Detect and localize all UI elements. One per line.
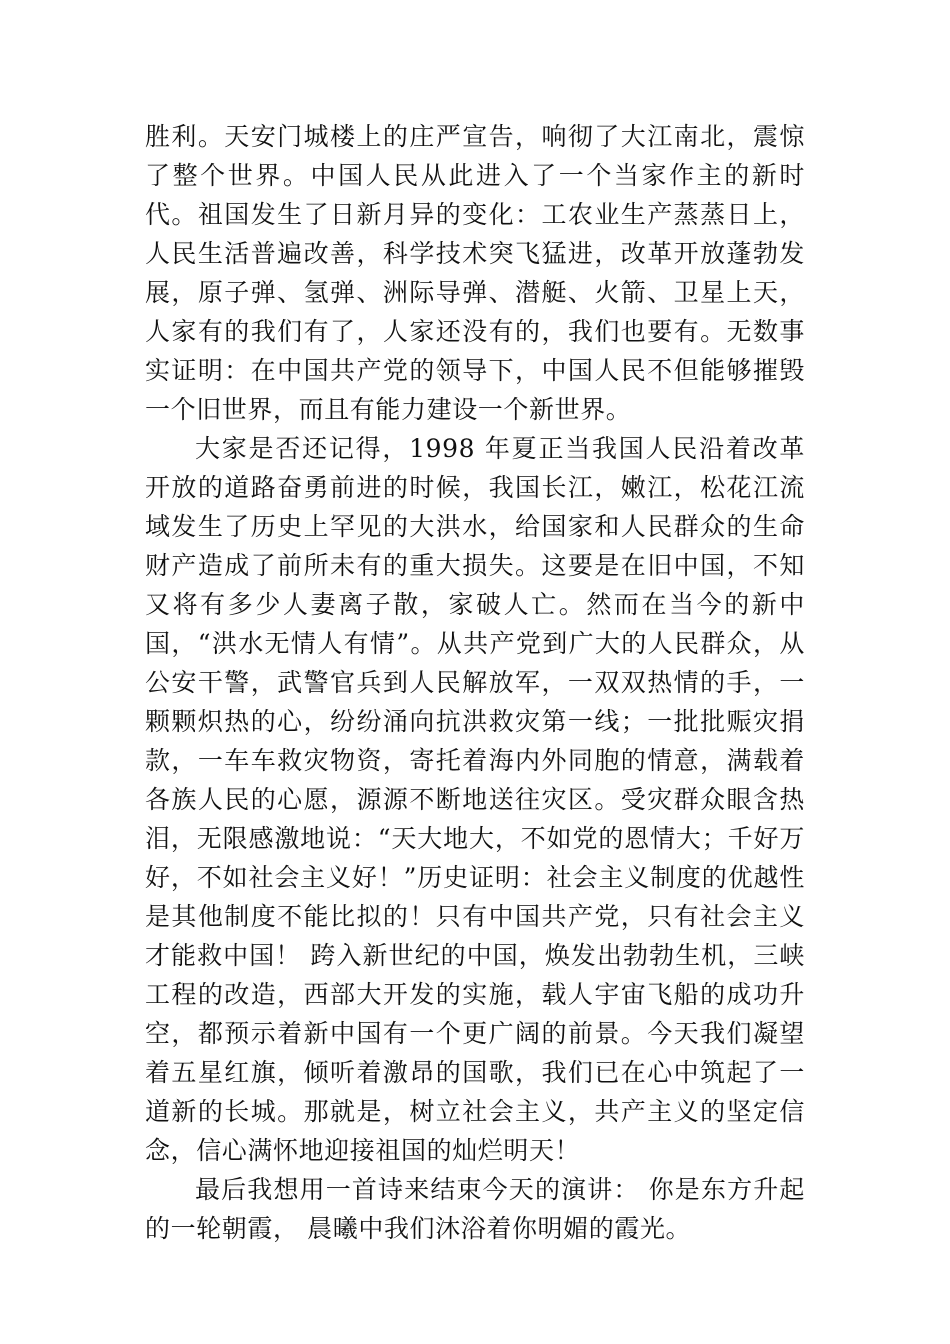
body-text [145,117,805,1248]
paragraph-flood-relief: 大家是否还记得，1998 年夏正当我国人民沿着改革开放的道路奋勇前进的时候，我国长江，嫩江，松花江流域发生了历史上罕见的大洪水，给国家和人民群众的生命财产造成了前所未有的重大损失。这要是在旧中国，不知又将有多少人妻离子散，家破人亡。然而在当今的新中国，“洪水无情人有情”。从共产党到广大的人民群众，从公安干警，武警官兵到人民解放军，一双双热情的手，一颗颗炽热的心，纷纷涌向抗洪救灾第一线；一批批赈灾捐款，一车车救灾物资，寄托着海内外同胞的情意，满载着各族人民的心愿，源源不断地送往灾区。受灾群众眼含热泪，无限感激地说：“天大地大，不如党的恩情大；千好万好，不如社会主义好！”历史证明：社会主义制度的优越性是其他制度不能比拟的！只有中国共产党，只有社会主义才能救中国！ 跨入新世纪的中国，焕发出勃勃生机，三峡工程的改造，西部大开发的实施，载人宇宙飞船的成功升空，都预示着新中国有一个更广阔的前景。今天我们凝望着五星红旗，倾听着激昂的国歌，我们已在心中筑起了一道新的长城。那就是，树立社会主义，共产主义的坚定信念，信心满怀地迎接祖国的灿烂明天！ [145,434,805,1165]
paragraph-closing-poem: 最后我想用一首诗来结束今天的演讲： 你是东方升起的一轮朝霞， 晨曦中我们沐浴着你明媚的霞光。 [145,1175,805,1243]
paragraph-continuation: 胜利。天安门城楼上的庄严宣告，响彻了大江南北，震惊了整个世界。中国人民从此进入了一个当家作主的新时代。祖国发生了日新月异的变化：工农业生产蒸蒸日上，人民生活普遍改善，科学技术突飞猛进，改革开放蓬勃发展，原子弹、氢弹、洲际导弹、潜艇、火箭、卫星上天，人家有的我们有了，人家还没有的，我们也要有。无数事实证明：在中国共产党的领导下，中国人民不但能够摧毁一个旧世界，而且有能力建设一个新世界。 [145,122,805,424]
